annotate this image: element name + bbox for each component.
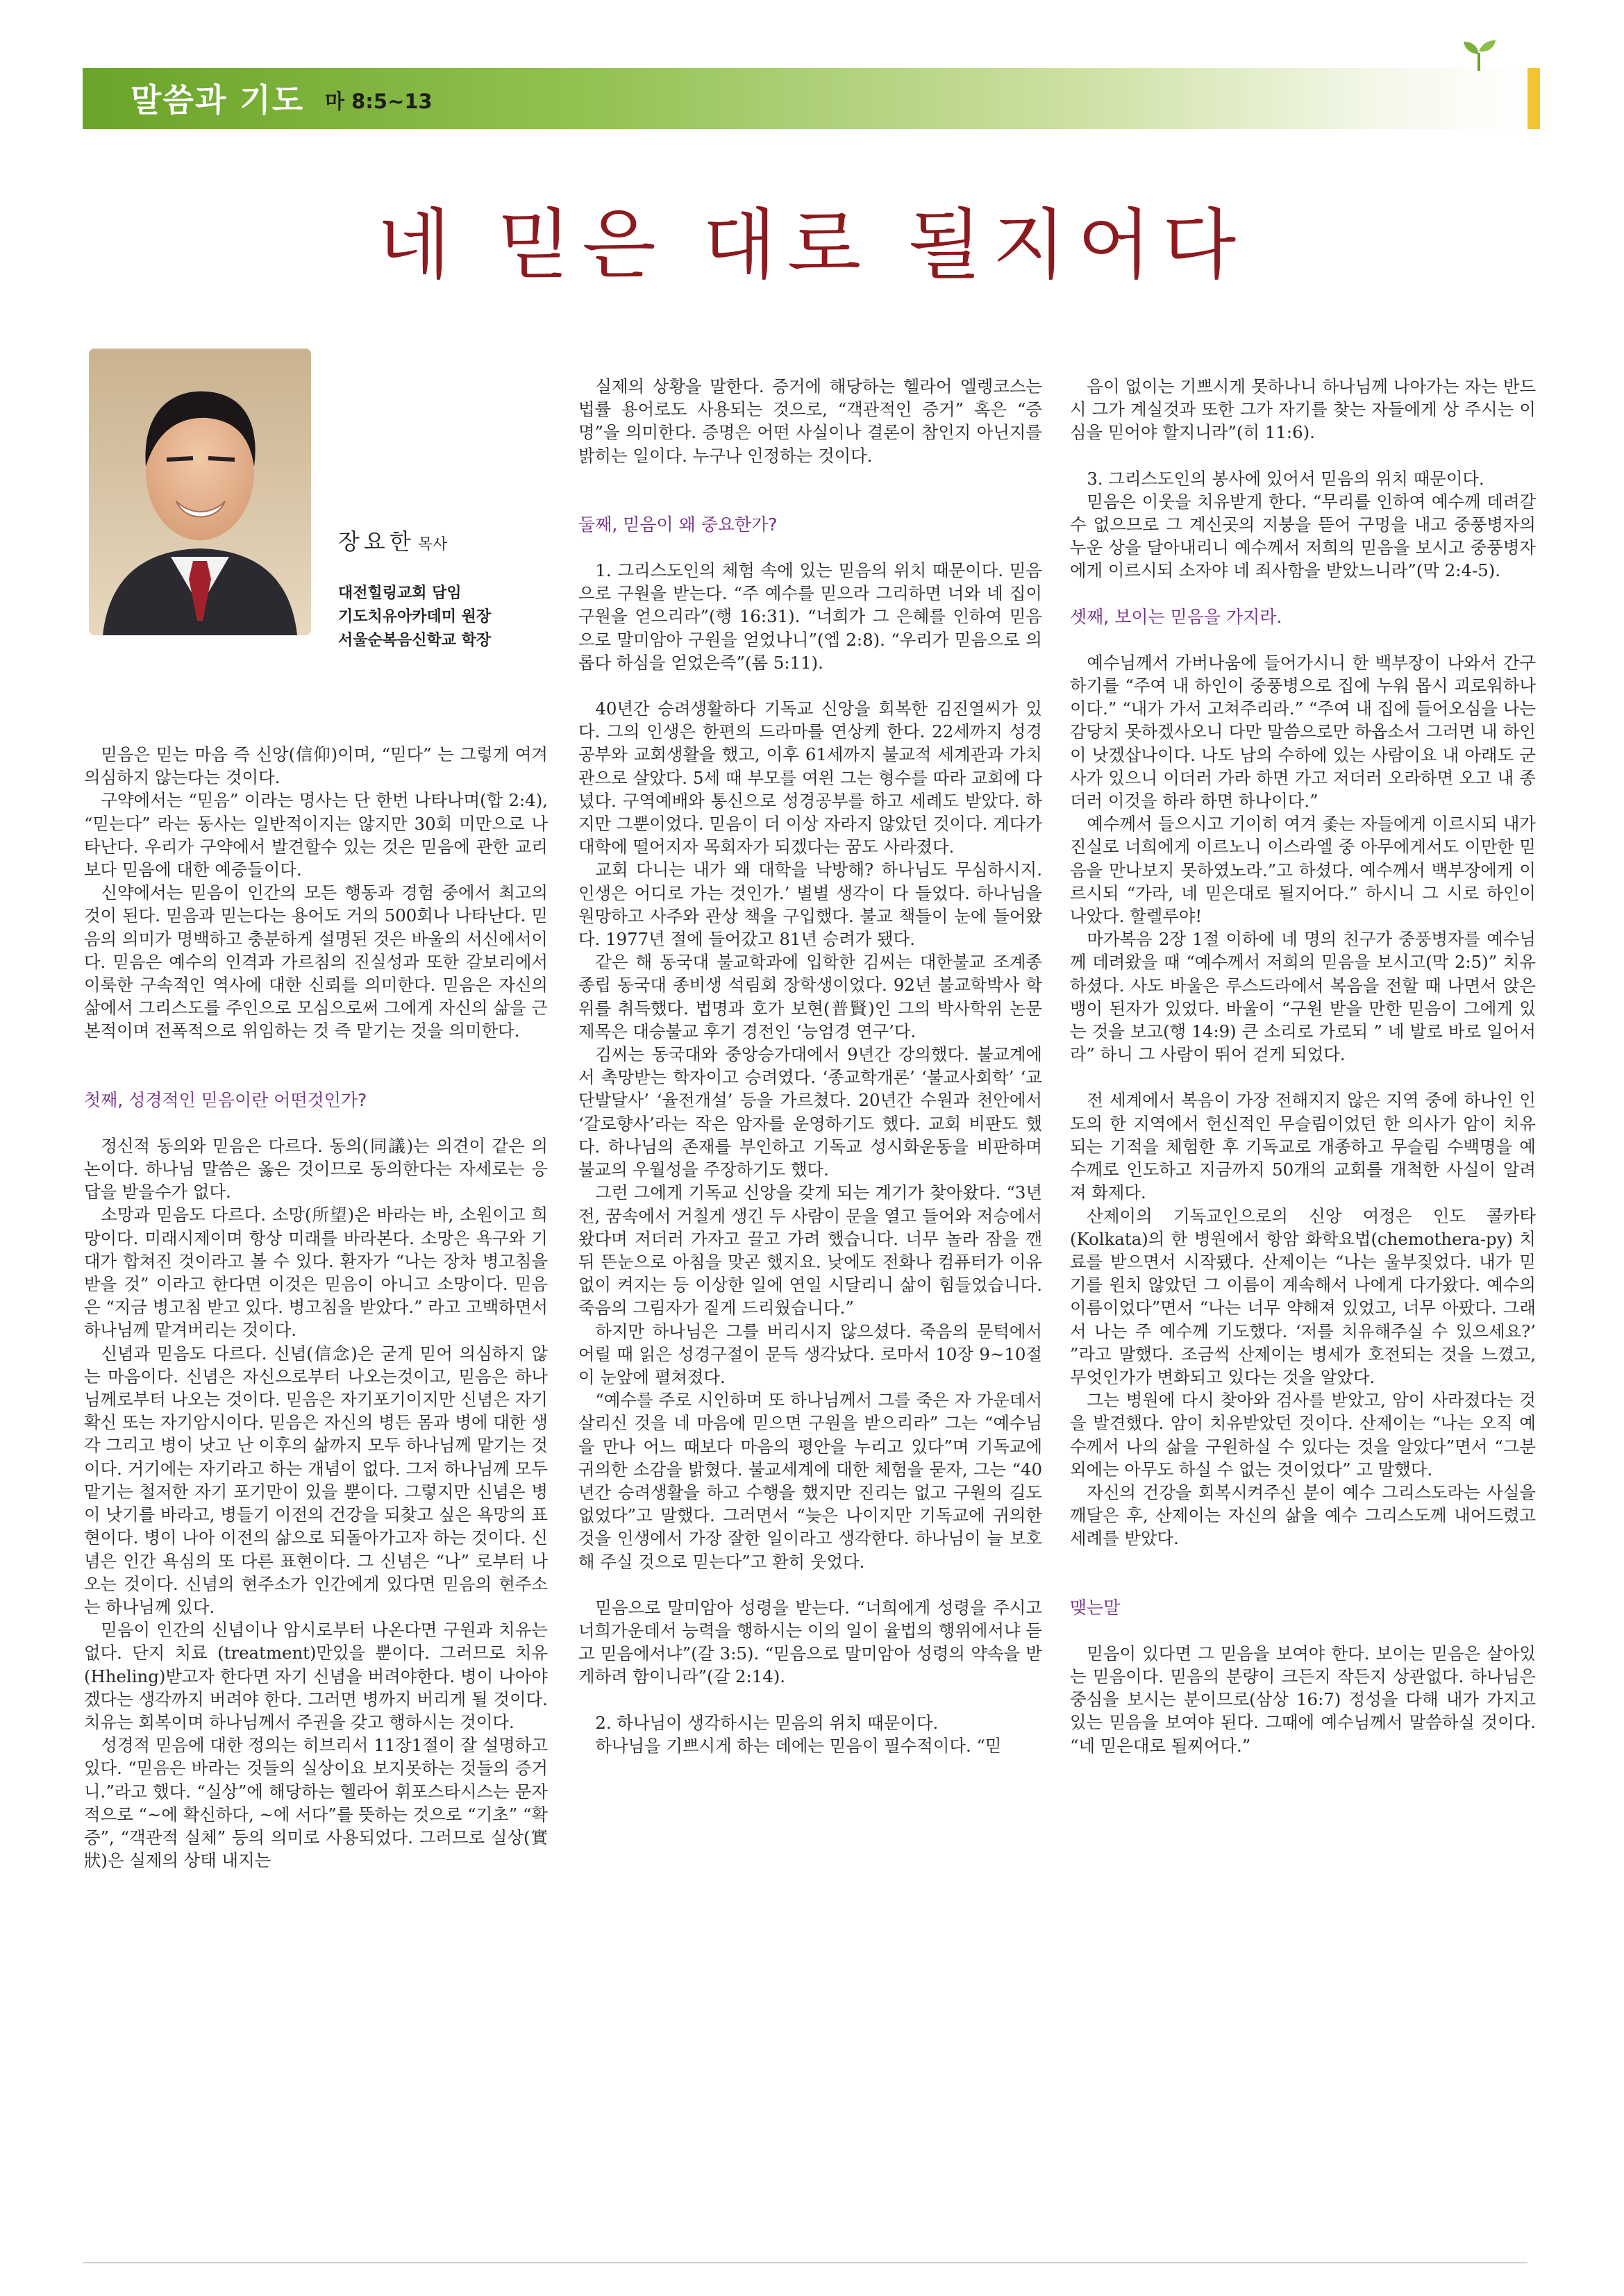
paragraph: 구약에서는 “믿음” 이라는 명사는 단 한번 나타나며(합 2:4), “믿는다” 라는 동사는 일반적이지는 않지만 30회 미만으로 나타난다. 우리가 구약에서 발견할수 있는 것은 믿음에 관한 교리보다 믿음에 대한 예증들이다. [84,790,548,880]
footer-rule [83,2262,1527,2263]
paragraph: 믿음이 있다면 그 믿음을 보여야 한다. 보이는 믿음은 살아있는 믿음이다. 믿음의 분량이 크든지 작든지 상관없다. 하나님은 중심을 보시는 분이므로(삼상 16:7) 정성을 다해 내가 가지고 있는 믿음을 보여야 된다. 그때에 예수님께서 말씀하실 것이다. “네 믿은대로 될찌어다.” [1070,1643,1536,1756]
author-portrait [89,349,311,635]
paragraph: 믿음은 믿는 마음 즉 신앙(信仰)이며, “믿다” 는 그렇게 여겨 의심하지 않는다는 것이다. [84,744,548,788]
affiliation-3: 서울순복음신학교 학장 [338,632,492,649]
author-affiliations [338,582,491,653]
column-3 [1070,375,1536,1757]
paragraph: 정신적 동의와 믿음은 다르다. 동의(同議)는 의견이 같은 의논이다. 하나님 말씀은 옳은 것이므로 동의한다는 자세로는 응답을 받을수가 없다. [84,1135,548,1203]
paragraph: 전 세계에서 복음이 가장 전해지지 않은 지역 중에 하나인 인도의 한 지역에서 헌신적인 무슬림이었던 한 의사가 암이 치유되는 기적을 체험한 후 기독교로 개종하고 무슬림 수백명을 예수께로 인도하고 지금까지 50개의 교회를 개척한 사실이 알려져 화제다. [1070,1090,1536,1203]
paragraph: 믿음은 이웃을 치유받게 한다. “무리를 인하여 예수께 데려갈수 없으므로 그 계신곳의 지붕을 뜯어 구멍을 내고 중풍병자의 누운 상을 달아내리니 예수께서 저희의 믿음을 보시고 중풍병자에게 이르시되 소자야 네 죄사함을 받았느니라”(막 2:4-5). [1070,491,1536,581]
paragraph: 교회 다니는 내가 왜 대학을 낙방해? 하나님도 무심하시지. 인생은 어디로 가는 것인가.’ 별별 생각이 다 들었다. 하나님을 원망하고 사주와 관상 책을 구입했다. 불교 책들이 눈에 들어왔다. 1977년 절에 들어갔고 81년 승려가 됐다. [578,860,1042,950]
paragraph: 믿음이 인간의 신념이나 암시로부터 나온다면 구원과 치유는 없다. 단지 치료 (treatment)만있을 뿐이다. 그러므로 치유(Hheling)받고자 한다면 자기 신념을 버려야한다. 병이 나아야겠다는 생각까지 버려야 한다. 그러면 병까지 버리게 될 것이다. 치유는 회복이며 하나님께서 주권을 갖고 행하시는 것이다. [84,1620,548,1732]
column-2 [578,375,1042,1757]
paragraph: 신념과 믿음도 다르다. 신념(信念)은 굳게 믿어 의심하지 않는 마음이다. 신념은 자신으로부터 나오는것이고, 믿음은 하나님께로부터 나오는 것이다. 믿음은 자기포기이지만 신념은 자기확신 또는 자기암시이다. 믿음은 자신의 병든 몸과 병에 대한 생각 그리고 병이 낫고 난 이후의 삶까지 모두 하나님께 맡기는 것이다. 거기에는 자기라고 하는 개념이 없다. 그저 하나님께 모두 맡기는 철저한 자기 포기만이 있을 뿐이다. 그렇지만 신념은 병이 낫기를 바라고, 병들기 이전의 건강을 되찾고 싶은 욕망의 표현이다. 병이 나아 이전의 삶으로 되돌아가고자 하는 것이다. 신념은 인간 욕심의 또 다른 표현이다. 그 신념은 “나” 로부터 나오는 것이다. 신념의 현주소가 인간에게 있다면 믿음의 현주소는 하나님께 있다. [84,1343,548,1617]
paragraph: 산제이의 기독교인으로의 신앙 여정은 인도 콜카타 (Kolkata)의 한 병원에서 항암 화학요법(chemothera-py) 치료를 받으면서 시작됐다. 산제이는 “나는 울부짖었다. 내가 믿기를 원치 않았던 그 이름이 계속해서 나에게 다가왔다. 예수의 이름이었다”면서 “나는 너무 약해져 있었고, 너무 아팠다. 그래서 나는 주 예수께 기도했다. ‘저를 치유해주실 수 있으세요?’ ”라고 말했다. 조금씩 산제이는 병세가 호전되는 것을 느꼈고, 무엇인가가 변화되고 있다는 것을 알았다. [1070,1205,1536,1387]
paragraph: 3. 그리스도인의 봉사에 있어서 믿음의 위치 때문이다. [1087,468,1484,489]
section-label: 말씀과 기도 [131,81,305,119]
paragraph: 하지만 하나님은 그를 버리시지 않으셨다. 죽음의 문턱에서 어릴 때 읽은 성경구절이 문득 생각났다. 로마서 10장 9~10절이 눈앞에 펼쳐졌다. [578,1321,1042,1387]
paragraph: 예수님께서 가버나움에 들어가시니 한 백부장이 나와서 간구하기를 “주여 내 하인이 중풍병으로 집에 누워 몹시 괴로워하나이다.” “내가 가서 고쳐주리라.” “주여 내 집에 들어오심을 나는 감당치 못하겠사오니 다만 말씀으로만 하옵소서 그러면 내 하인이 낫겠삽나이다. 나도 남의 수하에 있는 사람이요 내 아래도 군사가 있으니 이더러 가라 하면 가고 저더러 오라하면 오고 내 종더러 이것을 하라 하면 하나이다.” [1070,652,1536,812]
section-heading-1: 첫째, 성경적인 믿음이란 어떤것인가? [84,1089,367,1110]
paragraph: 예수께서 들으시고 기이히 여겨 좇는 자들에게 이르시되 내가 진실로 너희에게 이르노니 이스라엘 중 아무에게서도 이만한 믿음을 만나보지 못하였노라.”고 하셨다. 예수께서 백부장에게 이르시되 “가라, 네 믿은대로 될지어다.” 하시니 그 시로 하인이 나았다. 할렐루야! [1070,814,1536,927]
affiliation-1: 대전힐링교회 담임 [338,585,462,602]
paragraph: 김씨는 동국대와 중앙승가대에서 9년간 강의했다. 불교계에서 촉망받는 학자이고 승려였다. ‘종교학개론’ ‘불교사회학’ ‘교단발달사’ ‘율전개설’ 등을 가르쳤다. 20년간 수원과 천안에서 ‘갈로향사’라는 작은 암자를 운영하기도 했다. 교회 비판도 했다. 하나님의 존재를 부인하고 기독교 성시화운동을 비판하며 불교의 우월성을 주장하기도 했다. [578,1044,1042,1180]
scripture-reference: 마 8:5~13 [325,90,433,113]
paragraph: 성경적 믿음에 대한 정의는 히브리서 11장1절이 잘 설명하고 있다. “믿음은 바라는 것들의 실상이요 보지못하는 것들의 증거니.”라고 했다. “실상”에 해당하는 헬라어 휘포스타시스는 문자적으로 “~에 확신하다, ~에 서다”를 뜻하는 것으로 “기초” “확증”, “객관적 실체” 등의 의미로 사용되었다. 그러므로 실상(實狀)은 실제의 상태 내지는 [84,1735,548,1871]
author-name-text: 장요한 [338,528,415,555]
paragraph: “예수를 주로 시인하며 또 하나님께서 그를 죽은 자 가운데서 살리신 것을 네 마음에 믿으면 구원을 받으리라” 그는 “예수님을 만나 어느 때보다 마음의 평안을 누리고 있다”며 기독교에 귀의한 소감을 밝혔다. 불교세계에 대한 체험을 묻자, 그는 “40년간 승려생활을 하고 수행을 했지만 진리는 없고 구원의 길도 없었다”고 말했다. 그러면서 “늦은 나이지만 기독교에 귀의한 것을 인생에서 가장 잘한 일이라고 생각한다. 하나님이 늘 보호해 주실 것으로 믿는다”고 환히 웃었다. [578,1390,1042,1572]
paragraph: 신약에서는 믿음이 인간의 모든 행동과 경험 중에서 최고의 것이 된다. 믿음과 믿는다는 용어도 거의 500회나 나타난다. 믿음의 의미가 명백하고 충분하게 설명된 것은 바울의 서신에서이다. 믿음은 예수의 인격과 가르침의 진실성과 또한 갈보리에서 이룩한 구속적인 역사에 대한 신뢰를 의미한다. 믿음은 자신의 삶에서 그리스도를 주인으로 모심으로써 그에게 자신의 삶을 근본적이며 전폭적으로 위임하는 것 즉 맡기는 것을 의미한다. [84,882,548,1041]
section-heading-3: 셋째, 보이는 믿음을 가지라. [1070,606,1282,627]
paragraph: 2. 하나님이 생각하시는 믿음의 위치 때문이다. [595,1712,939,1733]
author-name [338,524,447,556]
paragraph: 믿음으로 말미암아 성령을 받는다. “너희에게 성령을 주시고 너희가운데서 능력을 행하시는 이의 일이 율법의 행위에서냐 듣고 믿음에서냐”(갈 3:5). “믿음으로 말미암아 성령의 약속을 받게하려 함이니라”(갈 2:14). [578,1597,1042,1687]
paragraph: 40년간 승려생활하다 기독교 신앙을 회복한 김진열씨가 있다. 그의 인생은 한편의 드라마를 연상케 한다. 22세까지 성경공부와 교회생활을 했고, 이후 61세까지 불교적 세계관과 가치관으로 살았다. 5세 때 부모를 여읜 그는 형수를 따라 교회에 다녔다. 구역예배와 통신으로 성경공부를 하고 세례도 받았다. 하지만 그뿐이었다. 믿음이 더 이상 자라지 않았던 것이다. 게다가 대학에 떨어지자 목회자가 되겠다는 꿈도 사라졌다. [578,698,1042,857]
paragraph: 하나님을 기쁘시게 하는 데에는 믿음이 필수적이다. “믿 [595,1735,1002,1756]
page-title: 네 믿은 대로 될지어다 [376,201,1248,290]
section-heading-4: 맺는말 [1070,1597,1121,1618]
header-band-accent [1527,68,1540,129]
paragraph: 실제의 상황을 말한다. 증거에 해당하는 헬라어 엘렝코스는 법률 용어로도 사용되는 것으로, “객관적인 증거” 혹은 “증명”을 의미한다. 증명은 어떤 사실이나 결론이 참인지 아닌지를 밝히는 일이다. 누구나 인정하는 것이다. [578,376,1042,466]
affiliation-2: 기도치유아카데미 원장 [338,608,492,626]
paragraph: 그는 병원에 다시 찾아와 검사를 받았고, 암이 사라졌다는 것을 발견했다. 암이 치유받았던 것이다. 산제이는 “나는 오직 예수께서 나의 삶을 구원하실 수 있다는 것을 알았다”면서 “그분 외에는 아무도 하실 수 없는 것이었다” 고 말했다. [1070,1390,1536,1480]
column-1 [84,743,548,1872]
section-heading-2: 둘째, 믿음이 왜 중요한가? [578,514,778,535]
paragraph: 자신의 건강을 회복시켜주신 분이 예수 그리스도라는 사실을 깨달은 후, 산제이는 자신의 삶을 예수 그리스도께 내어드렸고 세례를 받았다. [1070,1482,1536,1549]
paragraph: 마가복음 2장 1절 이하에 네 명의 친구가 중풍병자를 예수님께 데려왔을 때 “예수께서 저희의 믿음을 보시고(막 2:5)” 치유하셨다. 사도 바울은 루스드라에서 복음을 전할 때 나면서 앉은뱅이 된자가 있었다. 바울이 “구원 받을 만한 믿음이 그에게 있는 것을 보고(행 14:9) 큰 소리로 가로되 ” 네 발로 바로 일어서라” 하니 그 사람이 뛰어 걷게 되었다. [1070,929,1536,1065]
paragraph: 같은 해 동국대 불교학과에 입학한 김씨는 대한불교 조계종 종립 동국대 종비생 석림회 장학생이었다. 92년 불교학박사 학위를 취득했다. 법명과 호가 보현(普賢)인 그의 박사학위 논문 제목은 대승불교 후기 경전인 ‘능엄경 연구’다. [578,952,1042,1041]
paragraph: 1. 그리스도인의 체험 속에 있는 믿음의 위치 때문이다. 믿음으로 구원을 받는다. “주 예수를 믿으라 그리하면 너와 네 집이 구원을 얻으리라”(행 16:31). “너희가 그 은혜를 인하여 믿음으로 말미암아 구원을 얻었나니”(엡 2:8). “우리가 믿음으로 의롭다 하심을 얻었은즉”(롬 5:11). [578,560,1042,673]
author-title: 목사 [417,536,448,553]
paragraph: 음이 없이는 기쁘시게 못하나니 하나님께 나아가는 자는 반드시 그가 계실것과 또한 그가 자기를 찾는 자들에게 상 주시는 이심을 믿어야 할지니라”(히 11:6). [1070,376,1536,443]
paragraph: 그런 그에게 기독교 신앙을 갖게 되는 계기가 찾아왔다. “3년 전, 꿈속에서 거칠게 생긴 두 사람이 문을 열고 들어와 저승에서 왔다며 저더러 가자고 끌고 가려 했습니다. 너무 놀라 잠을 깬 뒤 뜬눈으로 아침을 맞곤 했지요. 낮에도 전화나 컴퓨터가 이유 없이 켜지는 등 이상한 일에 연일 시달리니 삶이 힘들었습니다. 죽음의 그림자가 짙게 드리웠습니다.” [578,1182,1042,1318]
paragraph: 소망과 믿음도 다르다. 소망(所望)은 바라는 바, 소원이고 희망이다. 미래시제이며 항상 미래를 바라본다. 소망은 욕구와 기대가 합쳐진 것이라고 볼 수 있다. 환자가 “나는 장차 병고침을 받을 것” 이라고 한다면 이것은 믿음이 아니고 소망이다. 믿음은 “지금 병고침 받고 있다. 병고침을 받았다.” 라고 고백하면서 하나님께 맡겨버리는 것이다. [84,1205,548,1341]
sprout-icon [1461,36,1497,72]
